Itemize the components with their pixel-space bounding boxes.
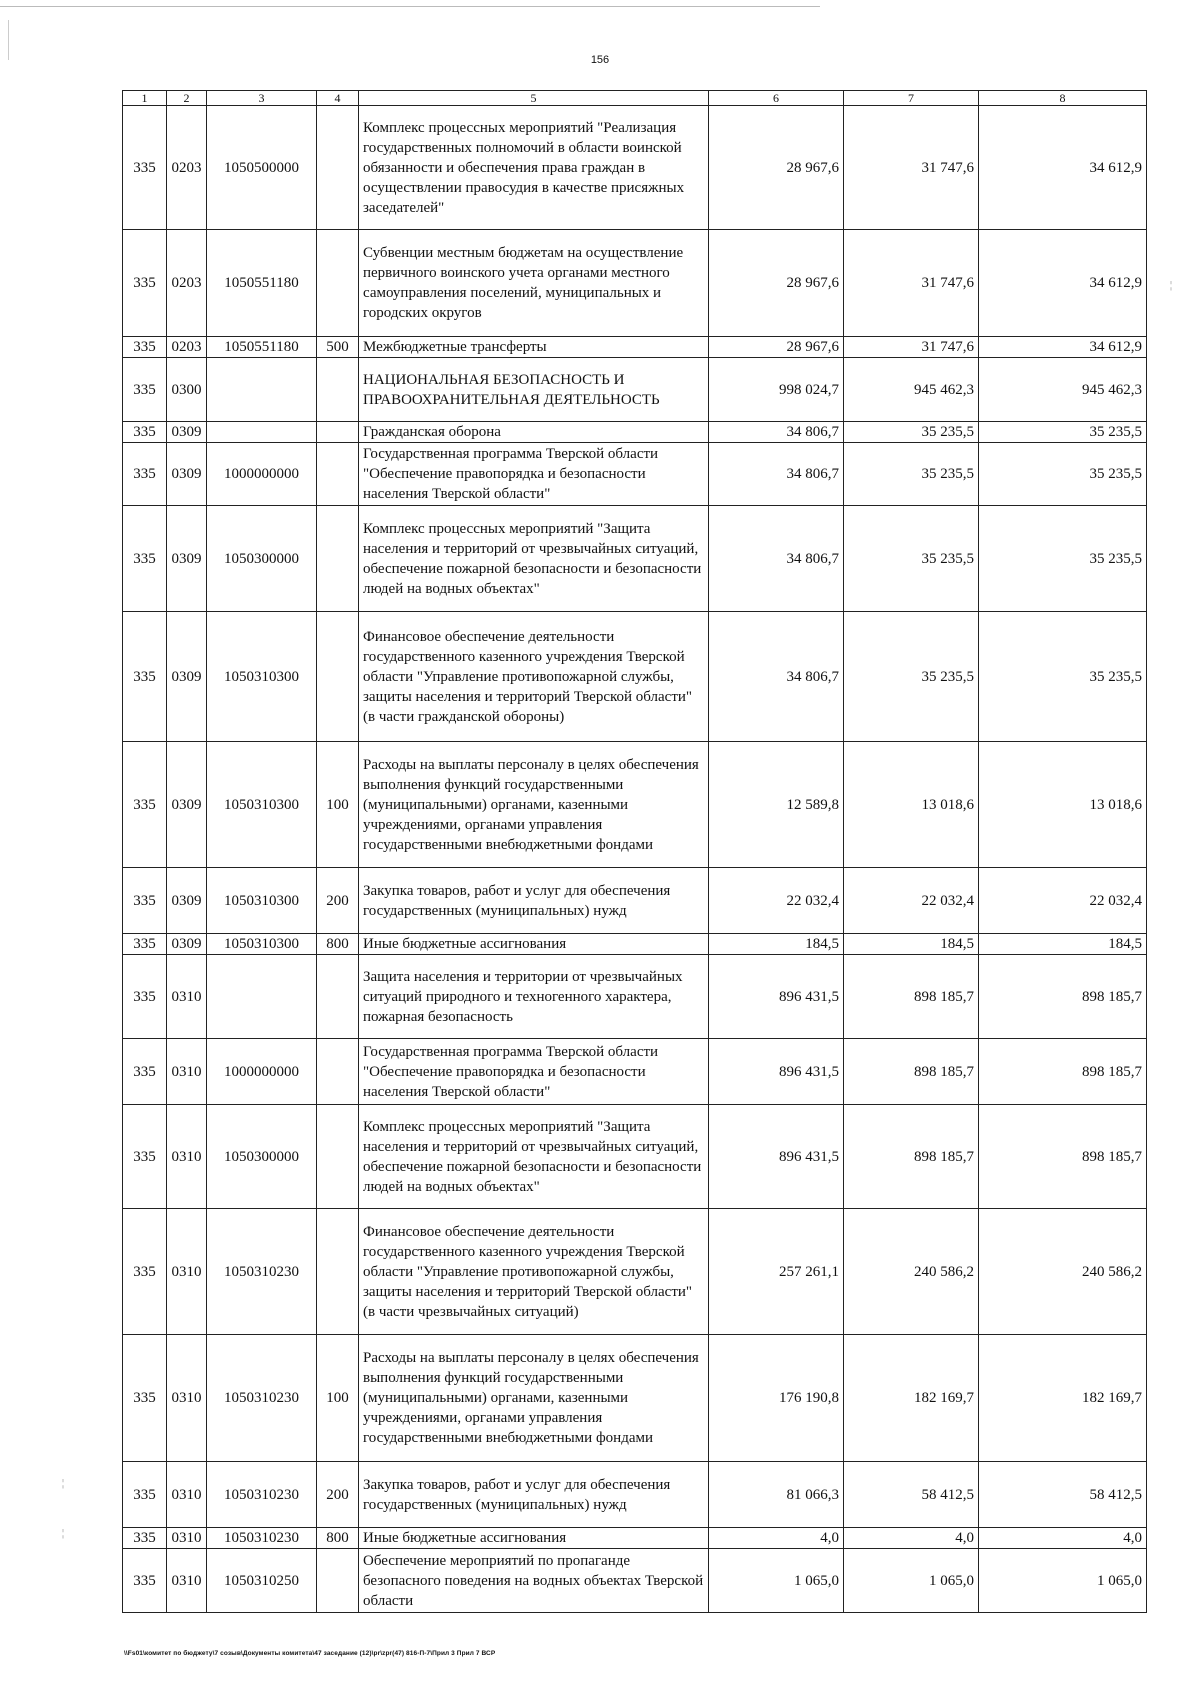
cell-amount-2: 182 169,7 bbox=[844, 1335, 979, 1462]
cell-type: 200 bbox=[317, 868, 359, 934]
cell-type: 500 bbox=[317, 337, 359, 358]
cell-type bbox=[317, 358, 359, 422]
cell-amount-1: 257 261,1 bbox=[709, 1209, 844, 1335]
table-row bbox=[123, 612, 1147, 742]
cell-amount-1: 34 806,7 bbox=[709, 422, 844, 443]
table-header-row bbox=[123, 91, 1147, 106]
cell-target: 1000000000 bbox=[207, 1039, 317, 1105]
cell-amount-1: 998 024,7 bbox=[709, 358, 844, 422]
cell-amount-3: 240 586,2 bbox=[979, 1209, 1147, 1335]
table-row bbox=[123, 443, 1147, 506]
cell-type bbox=[317, 106, 359, 230]
cell-description: Расходы на выплаты персоналу в целях обеспечения выполнения функций государственными (муниципальными) органами, казенными учреждениями, органами управления государственными внебюджетными фондами bbox=[359, 742, 709, 868]
cell-amount-2: 4,0 bbox=[844, 1528, 979, 1549]
cell-target: 1050300000 bbox=[207, 506, 317, 612]
cell-amount-1: 28 967,6 bbox=[709, 337, 844, 358]
cell-admin: 335 bbox=[123, 230, 167, 337]
cell-description: Субвенции местным бюджетам на осуществление первичного воинского учета органами местного самоуправления поселений, муниципальных и городских округов bbox=[359, 230, 709, 337]
cell-amount-3: 35 235,5 bbox=[979, 443, 1147, 506]
cell-amount-3: 1 065,0 bbox=[979, 1549, 1147, 1613]
cell-admin: 335 bbox=[123, 443, 167, 506]
cell-type bbox=[317, 1105, 359, 1209]
cell-amount-3: 184,5 bbox=[979, 934, 1147, 955]
cell-target: 1050551180 bbox=[207, 230, 317, 337]
scan-speck: ¦ bbox=[1170, 280, 1173, 291]
cell-description: Государственная программа Тверской области "Обеспечение правопорядка и безопасности населения Тверской области" bbox=[359, 443, 709, 506]
cell-amount-2: 31 747,6 bbox=[844, 337, 979, 358]
cell-admin: 335 bbox=[123, 868, 167, 934]
cell-amount-1: 896 431,5 bbox=[709, 1039, 844, 1105]
cell-amount-1: 12 589,8 bbox=[709, 742, 844, 868]
cell-description: Расходы на выплаты персоналу в целях обеспечения выполнения функций государственными (муниципальными) органами, казенными учреждениями, органами управления государственными внебюджетными фондами bbox=[359, 1335, 709, 1462]
cell-admin: 335 bbox=[123, 955, 167, 1039]
cell-type: 200 bbox=[317, 1462, 359, 1528]
cell-target: 1050310230 bbox=[207, 1462, 317, 1528]
cell-description: НАЦИОНАЛЬНАЯ БЕЗОПАСНОСТЬ И ПРАВООХРАНИТЕЛЬНАЯ ДЕЯТЕЛЬНОСТЬ bbox=[359, 358, 709, 422]
footer-file-path: \\Fs01\комитет по бюджету\7 созыв\Документы комитета\47 заседание (12)\pr\zpr(47) 816-П-7\Прил 3 Прил 7 ВСР bbox=[124, 1650, 496, 1657]
cell-target: 1050310230 bbox=[207, 1528, 317, 1549]
table-row bbox=[123, 1549, 1147, 1613]
cell-section: 0309 bbox=[167, 742, 207, 868]
cell-amount-1: 34 806,7 bbox=[709, 612, 844, 742]
table-row bbox=[123, 230, 1147, 337]
cell-amount-1: 28 967,6 bbox=[709, 106, 844, 230]
cell-section: 0309 bbox=[167, 868, 207, 934]
cell-target: 1050310300 bbox=[207, 742, 317, 868]
cell-admin: 335 bbox=[123, 934, 167, 955]
cell-admin: 335 bbox=[123, 1549, 167, 1613]
cell-amount-2: 22 032,4 bbox=[844, 868, 979, 934]
cell-admin: 335 bbox=[123, 1335, 167, 1462]
col-header-5: 5 bbox=[359, 91, 709, 106]
cell-type bbox=[317, 1039, 359, 1105]
col-header-8: 8 bbox=[979, 91, 1147, 106]
cell-amount-2: 898 185,7 bbox=[844, 1039, 979, 1105]
cell-target: 1050551180 bbox=[207, 337, 317, 358]
table-row bbox=[123, 742, 1147, 868]
cell-admin: 335 bbox=[123, 1462, 167, 1528]
cell-section: 0300 bbox=[167, 358, 207, 422]
col-header-3: 3 bbox=[207, 91, 317, 106]
cell-amount-1: 28 967,6 bbox=[709, 230, 844, 337]
cell-type bbox=[317, 230, 359, 337]
table-row bbox=[123, 934, 1147, 955]
cell-section: 0203 bbox=[167, 337, 207, 358]
cell-section: 0309 bbox=[167, 506, 207, 612]
cell-amount-1: 184,5 bbox=[709, 934, 844, 955]
cell-section: 0310 bbox=[167, 955, 207, 1039]
table-row bbox=[123, 868, 1147, 934]
cell-target: 1050310300 bbox=[207, 868, 317, 934]
cell-section: 0310 bbox=[167, 1549, 207, 1613]
cell-amount-2: 945 462,3 bbox=[844, 358, 979, 422]
table-row bbox=[123, 1335, 1147, 1462]
cell-type: 800 bbox=[317, 934, 359, 955]
cell-amount-3: 34 612,9 bbox=[979, 337, 1147, 358]
cell-description: Защита населения и территории от чрезвычайных ситуаций природного и техногенного характера, пожарная безопасность bbox=[359, 955, 709, 1039]
cell-type: 100 bbox=[317, 1335, 359, 1462]
cell-amount-3: 182 169,7 bbox=[979, 1335, 1147, 1462]
cell-target: 1050500000 bbox=[207, 106, 317, 230]
cell-amount-2: 35 235,5 bbox=[844, 612, 979, 742]
cell-section: 0309 bbox=[167, 934, 207, 955]
cell-admin: 335 bbox=[123, 337, 167, 358]
cell-description: Закупка товаров, работ и услуг для обеспечения государственных (муниципальных) нужд bbox=[359, 1462, 709, 1528]
cell-section: 0310 bbox=[167, 1335, 207, 1462]
cell-section: 0310 bbox=[167, 1105, 207, 1209]
cell-description: Комплекс процессных мероприятий "Защита населения и территорий от чрезвычайных ситуаций, обеспечение пожарной безопасности и безопасности людей на водных объектах" bbox=[359, 506, 709, 612]
cell-target: 1050310230 bbox=[207, 1335, 317, 1462]
cell-amount-2: 240 586,2 bbox=[844, 1209, 979, 1335]
col-header-4: 4 bbox=[317, 91, 359, 106]
cell-admin: 335 bbox=[123, 742, 167, 868]
cell-amount-3: 58 412,5 bbox=[979, 1462, 1147, 1528]
cell-amount-3: 4,0 bbox=[979, 1528, 1147, 1549]
table-row bbox=[123, 1209, 1147, 1335]
cell-admin: 335 bbox=[123, 106, 167, 230]
cell-type bbox=[317, 1549, 359, 1613]
cell-target bbox=[207, 422, 317, 443]
cell-amount-3: 34 612,9 bbox=[979, 230, 1147, 337]
cell-type: 800 bbox=[317, 1528, 359, 1549]
table-row bbox=[123, 1462, 1147, 1528]
cell-amount-1: 22 032,4 bbox=[709, 868, 844, 934]
cell-admin: 335 bbox=[123, 1528, 167, 1549]
cell-description: Государственная программа Тверской области "Обеспечение правопорядка и безопасности населения Тверской области" bbox=[359, 1039, 709, 1105]
cell-admin: 335 bbox=[123, 1105, 167, 1209]
cell-description: Комплекс процессных мероприятий "Реализация государственных полномочий в области воинской обязанности и обеспечения права граждан в осуществлении правосудия в качестве присяжных заседателей" bbox=[359, 106, 709, 230]
cell-amount-3: 13 018,6 bbox=[979, 742, 1147, 868]
cell-description: Обеспечение мероприятий по пропаганде безопасного поведения на водных объектах Тверской области bbox=[359, 1549, 709, 1613]
cell-admin: 335 bbox=[123, 506, 167, 612]
cell-type: 100 bbox=[317, 742, 359, 868]
cell-section: 0309 bbox=[167, 443, 207, 506]
cell-amount-2: 898 185,7 bbox=[844, 1105, 979, 1209]
table-row bbox=[123, 337, 1147, 358]
scan-speck: ¦ bbox=[62, 1528, 65, 1539]
col-header-1: 1 bbox=[123, 91, 167, 106]
cell-amount-3: 898 185,7 bbox=[979, 1105, 1147, 1209]
cell-description: Иные бюджетные ассигнования bbox=[359, 934, 709, 955]
cell-amount-2: 184,5 bbox=[844, 934, 979, 955]
cell-amount-1: 81 066,3 bbox=[709, 1462, 844, 1528]
cell-type bbox=[317, 1209, 359, 1335]
col-header-6: 6 bbox=[709, 91, 844, 106]
table-row bbox=[123, 422, 1147, 443]
cell-amount-2: 58 412,5 bbox=[844, 1462, 979, 1528]
cell-amount-3: 945 462,3 bbox=[979, 358, 1147, 422]
cell-section: 0310 bbox=[167, 1528, 207, 1549]
cell-description: Иные бюджетные ассигнования bbox=[359, 1528, 709, 1549]
cell-section: 0309 bbox=[167, 612, 207, 742]
table-row bbox=[123, 506, 1147, 612]
cell-type bbox=[317, 443, 359, 506]
cell-amount-3: 34 612,9 bbox=[979, 106, 1147, 230]
cell-description: Межбюджетные трансферты bbox=[359, 337, 709, 358]
cell-amount-3: 35 235,5 bbox=[979, 422, 1147, 443]
cell-amount-2: 31 747,6 bbox=[844, 230, 979, 337]
col-header-7: 7 bbox=[844, 91, 979, 106]
cell-target: 1050310230 bbox=[207, 1209, 317, 1335]
cell-target: 1050300000 bbox=[207, 1105, 317, 1209]
cell-amount-2: 35 235,5 bbox=[844, 422, 979, 443]
cell-admin: 335 bbox=[123, 422, 167, 443]
cell-type bbox=[317, 612, 359, 742]
cell-type bbox=[317, 422, 359, 443]
col-header-2: 2 bbox=[167, 91, 207, 106]
cell-amount-2: 35 235,5 bbox=[844, 443, 979, 506]
cell-description: Комплекс процессных мероприятий "Защита населения и территорий от чрезвычайных ситуаций, обеспечение пожарной безопасности и безопасности людей на водных объектах" bbox=[359, 1105, 709, 1209]
scan-speck: ¦ bbox=[62, 1478, 65, 1489]
table-row bbox=[123, 1105, 1147, 1209]
cell-amount-2: 1 065,0 bbox=[844, 1549, 979, 1613]
cell-section: 0310 bbox=[167, 1209, 207, 1335]
cell-section: 0310 bbox=[167, 1039, 207, 1105]
cell-amount-3: 898 185,7 bbox=[979, 1039, 1147, 1105]
cell-amount-3: 22 032,4 bbox=[979, 868, 1147, 934]
cell-description: Закупка товаров, работ и услуг для обеспечения государственных (муниципальных) нужд bbox=[359, 868, 709, 934]
cell-target bbox=[207, 358, 317, 422]
cell-amount-3: 35 235,5 bbox=[979, 506, 1147, 612]
cell-amount-3: 898 185,7 bbox=[979, 955, 1147, 1039]
cell-amount-1: 4,0 bbox=[709, 1528, 844, 1549]
cell-amount-1: 176 190,8 bbox=[709, 1335, 844, 1462]
cell-amount-1: 1 065,0 bbox=[709, 1549, 844, 1613]
cell-target: 1050310300 bbox=[207, 612, 317, 742]
cell-admin: 335 bbox=[123, 612, 167, 742]
cell-amount-2: 31 747,6 bbox=[844, 106, 979, 230]
cell-amount-2: 35 235,5 bbox=[844, 506, 979, 612]
cell-description: Гражданская оборона bbox=[359, 422, 709, 443]
budget-table bbox=[122, 90, 1147, 1613]
scan-edge-line bbox=[0, 6, 820, 7]
table-row bbox=[123, 106, 1147, 230]
cell-description: Финансовое обеспечение деятельности государственного казенного учреждения Тверской области "Управление противопожарной службы, защиты населения и территорий Тверской области" (в части чрезвычайных ситуаций) bbox=[359, 1209, 709, 1335]
cell-amount-1: 896 431,5 bbox=[709, 955, 844, 1039]
cell-amount-1: 34 806,7 bbox=[709, 506, 844, 612]
table-row bbox=[123, 955, 1147, 1039]
cell-amount-3: 35 235,5 bbox=[979, 612, 1147, 742]
cell-amount-1: 34 806,7 bbox=[709, 443, 844, 506]
cell-admin: 335 bbox=[123, 1209, 167, 1335]
cell-target: 1050310300 bbox=[207, 934, 317, 955]
cell-target: 1000000000 bbox=[207, 443, 317, 506]
cell-target bbox=[207, 955, 317, 1039]
cell-target: 1050310250 bbox=[207, 1549, 317, 1613]
cell-section: 0203 bbox=[167, 230, 207, 337]
cell-section: 0309 bbox=[167, 422, 207, 443]
cell-type bbox=[317, 506, 359, 612]
cell-admin: 335 bbox=[123, 1039, 167, 1105]
cell-admin: 335 bbox=[123, 358, 167, 422]
table-row bbox=[123, 358, 1147, 422]
table-row bbox=[123, 1039, 1147, 1105]
cell-section: 0310 bbox=[167, 1462, 207, 1528]
table-row bbox=[123, 1528, 1147, 1549]
cell-section: 0203 bbox=[167, 106, 207, 230]
cell-amount-1: 896 431,5 bbox=[709, 1105, 844, 1209]
cell-amount-2: 13 018,6 bbox=[844, 742, 979, 868]
cell-amount-2: 898 185,7 bbox=[844, 955, 979, 1039]
cell-description: Финансовое обеспечение деятельности государственного казенного учреждения Тверской области "Управление противопожарной службы, защиты населения и территорий Тверской области" (в части гражданской обороны) bbox=[359, 612, 709, 742]
page-number: 156 bbox=[590, 54, 610, 66]
cell-type bbox=[317, 955, 359, 1039]
